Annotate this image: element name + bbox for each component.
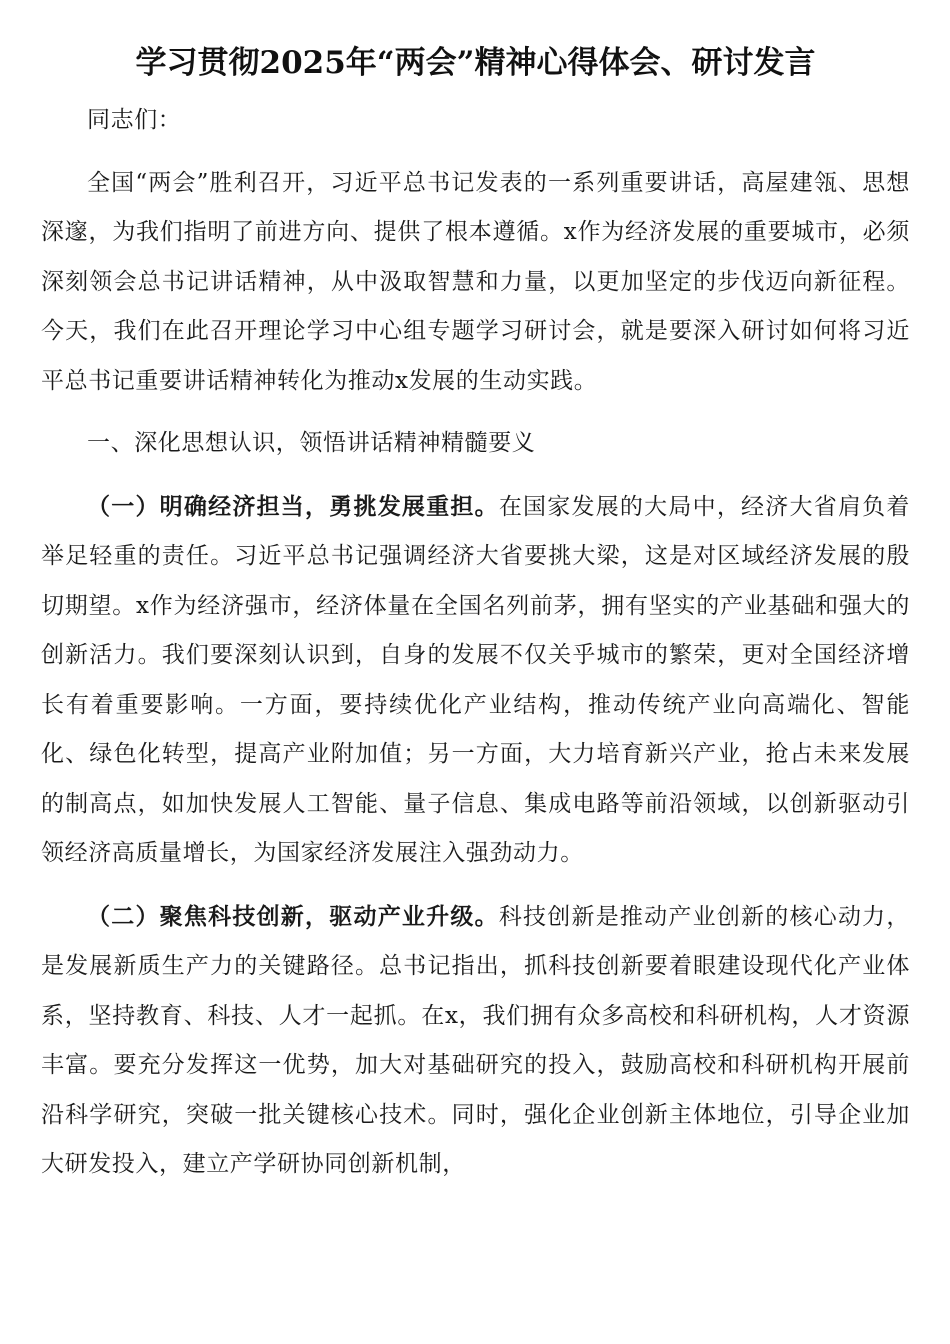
item-1-body: 在国家发展的大局中，经济大省肩负着举足轻重的责任。习近平总书记强调经济大省要挑大梁，这是对区域经济发展的殷切期望。x作为经济强市，经济体量在全国名列前茅，拥有坚实的产业基础和强大的创新活力。我们要深刻认识到，自身的发展不仅关乎城市的繁荣，更对全国经济增长有着重要影响。一方面，要持续优化产业结构，推动传统产业向高端化、智能化、绿色化转型，提高产业附加值；另一方面，大力培育新兴产业，抢占未来发展的制高点，如加快发展人工智能、量子信息、集成电路等前沿领域，以创新驱动引领经济高质量增长，为国家经济发展注入强劲动力。 bbox=[41, 493, 910, 866]
salutation: 同志们： bbox=[87, 107, 182, 133]
item-1-lead: （一）明确经济担当，勇挑发展重担。 bbox=[87, 492, 499, 520]
item-1-paragraph bbox=[41, 482, 910, 879]
item-2-body: 科技创新是推动产业创新的核心动力，是发展新质生产力的关键路径。总书记指出，抓科技创新要着眼建设现代化产业体系，坚持教育、科技、人才一起抓。在x，我们拥有众多高校和科研机构，人才资源丰富。要充分发挥这一优势，加大对基础研究的投入，鼓励高校和科研机构开展前沿科学研究，突破一批关键核心技术。同时，强化企业创新主体地位，引导企业加大研发投入，建立产学研协同创新机制， bbox=[41, 903, 910, 1177]
item-2-lead: （二）聚焦科技创新，驱动产业升级。 bbox=[87, 902, 499, 930]
item-2-paragraph bbox=[41, 892, 910, 1190]
section-heading-1: 一、深化思想认识，领悟讲话精神精髓要义 bbox=[87, 430, 536, 456]
intro-paragraph: 全国“两会”胜利召开，习近平总书记发表的一系列重要讲话，高屋建瓴、思想深邃，为我们指明了前进方向、提供了根本遵循。x作为经济发展的重要城市，必须深刻领会总书记讲话精神，从中汲取智慧和力量，以更加坚定的步伐迈向新征程。今天，我们在此召开理论学习中心组专题学习研讨会，就是要深入研讨如何将习近平总书记重要讲话精神转化为推动x发展的生动实践。 bbox=[41, 169, 910, 394]
document-title: 学习贯彻2025年“两会”精神心得体会、研讨发言 bbox=[135, 45, 816, 81]
